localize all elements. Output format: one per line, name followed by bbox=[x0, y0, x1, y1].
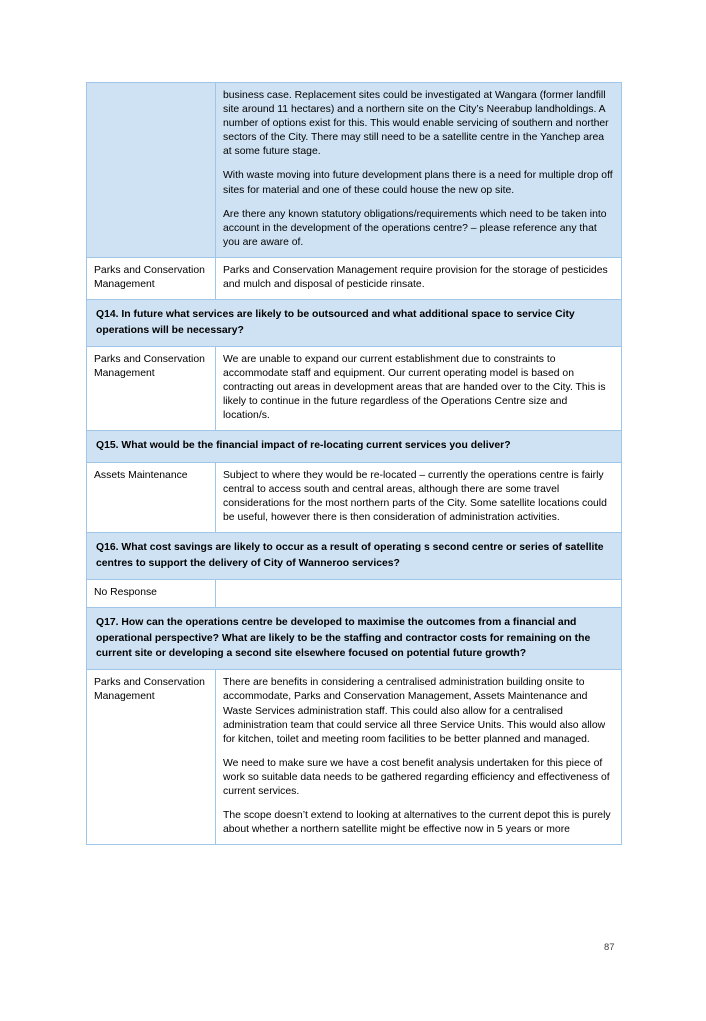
respondent-label-cell bbox=[87, 83, 216, 258]
table-row bbox=[87, 580, 622, 608]
respondent-label-cell bbox=[87, 462, 216, 532]
table-question-row bbox=[87, 533, 622, 580]
table-question-row bbox=[87, 300, 622, 347]
page-number: 87 bbox=[604, 941, 615, 952]
respondent-label-cell bbox=[87, 580, 216, 608]
table-question-row bbox=[87, 608, 622, 670]
respondent-label-cell bbox=[87, 670, 216, 845]
question-text: Q14. In future what services are likely to be outsourced and what additional space to service City operations will be necessary? bbox=[87, 300, 622, 347]
response-body-cell bbox=[216, 346, 622, 430]
response-paragraph: We need to make sure we have a cost benefit analysis undertaken for this piece of work so suitable data needs to be gathered regarding efficiency and effectiveness of current services. bbox=[223, 757, 610, 797]
response-paragraph: The scope doesn’t extend to looking at alternatives to the current depot this is purely about whether a northern satellite might be effective now in 5 years or more bbox=[223, 810, 611, 836]
response-body-cell bbox=[216, 83, 622, 258]
response-paragraph: Parks and Conservation Management require provision for the storage of pesticides and mulch and disposal of pesticide rinsate. bbox=[223, 264, 608, 291]
response-paragraph: business case. Replacement sites could be investigated at Wangara (former landfill site around 11 hectares) and a northern site on the City’s Neerabup landholdings. A number of options exist for this. This would enable servicing of southern and norther sectors of the City. There may still need to be a satellite centre in the Yanchep area at some future stage. bbox=[223, 90, 609, 158]
table-question-row bbox=[87, 431, 622, 462]
question-text: Q15. What would be the financial impact of re-locating current services you deliver? bbox=[87, 431, 622, 462]
table-row bbox=[87, 462, 622, 532]
response-body-cell bbox=[216, 580, 622, 608]
response-paragraph: There are benefits in considering a centralised administration building onsite to accommodate, Parks and Conservation Management, Assets Maintenance and Waste Services administration staff. This could also allow for a centralised administration team that could service all three Service Units. This would also allow for kitchen, toilet and meeting room facilities to be better planned and managed. bbox=[223, 677, 606, 745]
response-body-cell bbox=[216, 670, 622, 845]
respondent-label: Assets Maintenance bbox=[94, 469, 188, 481]
respondent-label: No Response bbox=[94, 587, 157, 598]
response-paragraph: With waste moving into future development plans there is a need for multiple drop off sites for material and one of these could house the new op site. bbox=[223, 170, 613, 196]
response-paragraph: Subject to where they would be re-located – currently the operations centre is fairly central to access south and central areas, although there are some travel considerations for the most northern parts of the City. Some satellite locations could be useful, however there is then consideration of administration activities. bbox=[223, 469, 607, 524]
response-body-cell bbox=[216, 462, 622, 532]
question-text: Q17. How can the operations centre be developed to maximise the outcomes from a financial and operational perspective? What are likely to be the staffing and contractor costs for remaining on the current site or developing a second site elsewhere focused on potential future growth? bbox=[87, 608, 622, 670]
table-body bbox=[87, 83, 622, 845]
table-row bbox=[87, 670, 622, 845]
response-paragraph: Are there any known statutory obligations/requirements which need to be taken into account in the development of the operations centre? – please reference any that you are aware of. bbox=[223, 208, 607, 248]
respondent-label-cell bbox=[87, 257, 216, 299]
consultation-response-table bbox=[86, 82, 622, 845]
table-row bbox=[87, 346, 622, 430]
respondent-label: Parks and Conservation Management bbox=[94, 353, 205, 380]
table-row bbox=[87, 83, 622, 258]
response-paragraph: We are unable to expand our current establishment due to constraints to accommodate staff and equipment. Our current operating model is based on contracting out areas in development areas that are handed over to the City. This is likely to continue in the future regardless of the Operations Centre size and location/s. bbox=[223, 353, 606, 422]
response-body-cell bbox=[216, 257, 622, 299]
question-text: Q16. What cost savings are likely to occur as a result of operating s second centre or series of satellite centres to support the delivery of City of Wanneroo services? bbox=[87, 533, 622, 580]
respondent-label: Parks and Conservation Management bbox=[94, 677, 205, 703]
respondent-label: Parks and Conservation Management bbox=[94, 264, 205, 291]
table-row bbox=[87, 257, 622, 299]
respondent-label-cell bbox=[87, 346, 216, 430]
